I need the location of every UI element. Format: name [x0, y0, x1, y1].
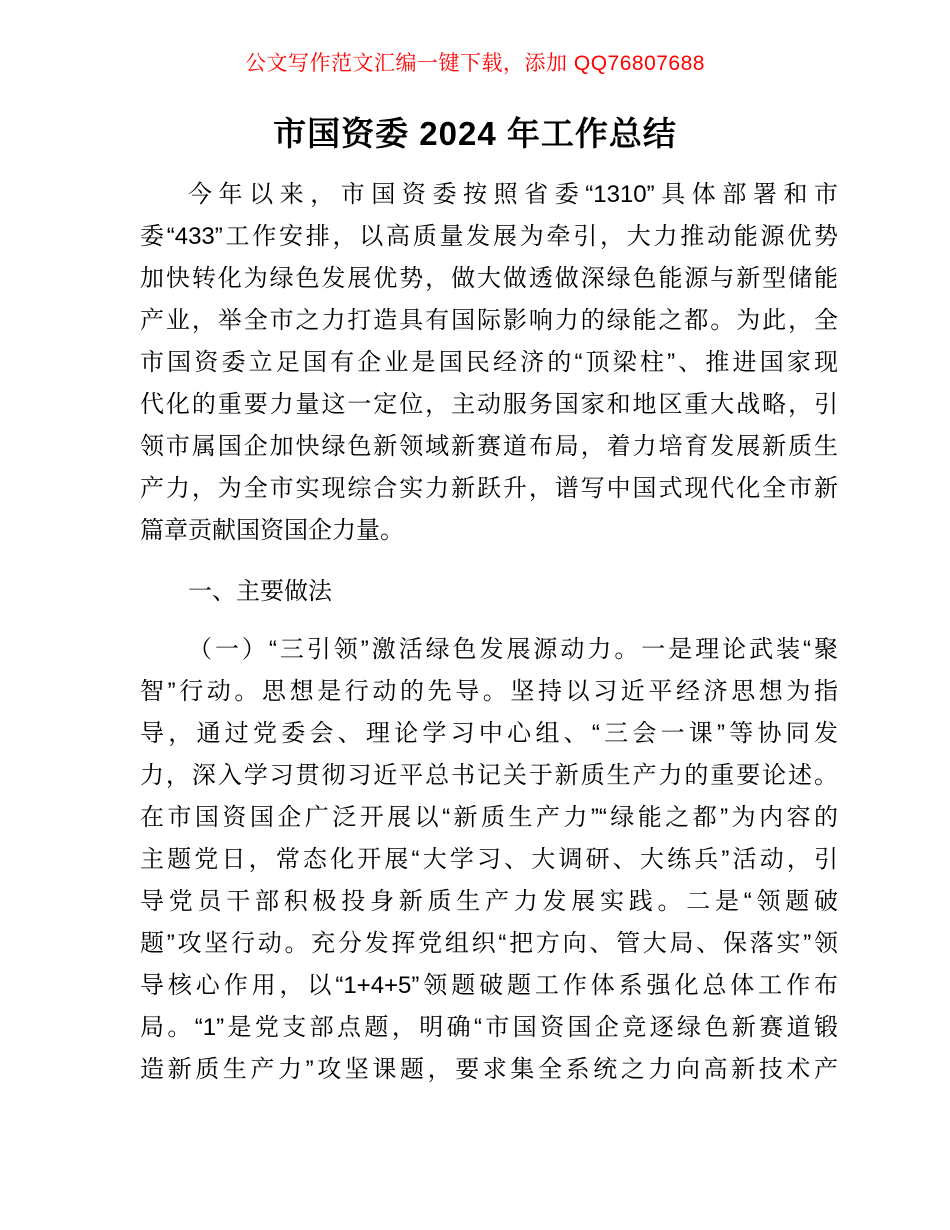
intro-paragraph	[140, 174, 838, 552]
promo-banner-text: 公文写作范文汇编一键下载，添加 QQ76807688	[245, 52, 705, 75]
paragraph-line: 产力，为全市实现综合实力新跃升，谱写中国式现代化全市新	[140, 475, 838, 502]
paragraph-line: 篇章贡献国资国企力量。	[140, 517, 404, 544]
paragraph-line: 导，通过党委会、理论学习中心组、“三会一课”等协同发	[140, 720, 838, 747]
paragraph-line: 主题党日，常态化开展“大学习、大调研、大练兵”活动，引	[140, 846, 838, 873]
paragraph-line: 委“433”工作安排，以高质量发展为牵引，大力推动能源优势	[140, 223, 838, 250]
paragraph-line: 加快转化为绿色发展优势，做大做透做深绿色能源与新型储能	[140, 265, 838, 292]
paragraph-line: 今年以来，市国资委按照省委“1310”具体部署和市	[188, 181, 838, 208]
document-content	[140, 174, 838, 1091]
paragraph-line: 智”行动。思想是行动的先导。坚持以习近平经济思想为指	[140, 678, 838, 705]
paragraph-line: 题”攻坚行动。充分发挥党组织“把方向、管大局、保落实”领	[140, 930, 838, 957]
paragraph-line: 产业，举全市之力打造具有国际影响力的绿能之都。为此，全	[140, 307, 838, 334]
paragraph-line: （一）“三引领”激活绿色发展源动力。一是理论武装“聚	[188, 636, 838, 663]
paragraph-line: 力，深入学习贯彻习近平总书记关于新质生产力的重要论述。	[140, 762, 838, 789]
heading-line: 一、主要做法	[188, 578, 332, 605]
section-1-1-paragraph	[140, 629, 838, 1091]
paragraph-line: 领市属国企加快绿色新领域新赛道布局，着力培育发展新质生	[140, 433, 838, 460]
section-1-heading	[140, 571, 838, 613]
paragraph-line: 导党员干部积极投身新质生产力发展实践。二是“领题破	[140, 888, 838, 915]
document-title: 市国资委 2024 年工作总结	[273, 115, 677, 152]
paragraph-line: 市国资委立足国有企业是国民经济的“顶梁柱”、推进国家现	[140, 349, 838, 376]
paragraph-line: 局。“1”是党支部点题，明确“市国资国企竞逐绿色新赛道锻	[140, 1014, 838, 1041]
paragraph-line: 造新质生产力”攻坚课题，要求集全系统之力向高新技术产	[140, 1056, 838, 1083]
paragraph-line: 代化的重要力量这一定位，主动服务国家和地区重大战略，引	[140, 391, 838, 418]
paragraph-line: 导核心作用，以“1+4+5”领题破题工作体系强化总体工作布	[140, 972, 838, 999]
paragraph-line: 在市国资国企广泛开展以“新质生产力”“绿能之都”为内容的	[140, 804, 838, 831]
